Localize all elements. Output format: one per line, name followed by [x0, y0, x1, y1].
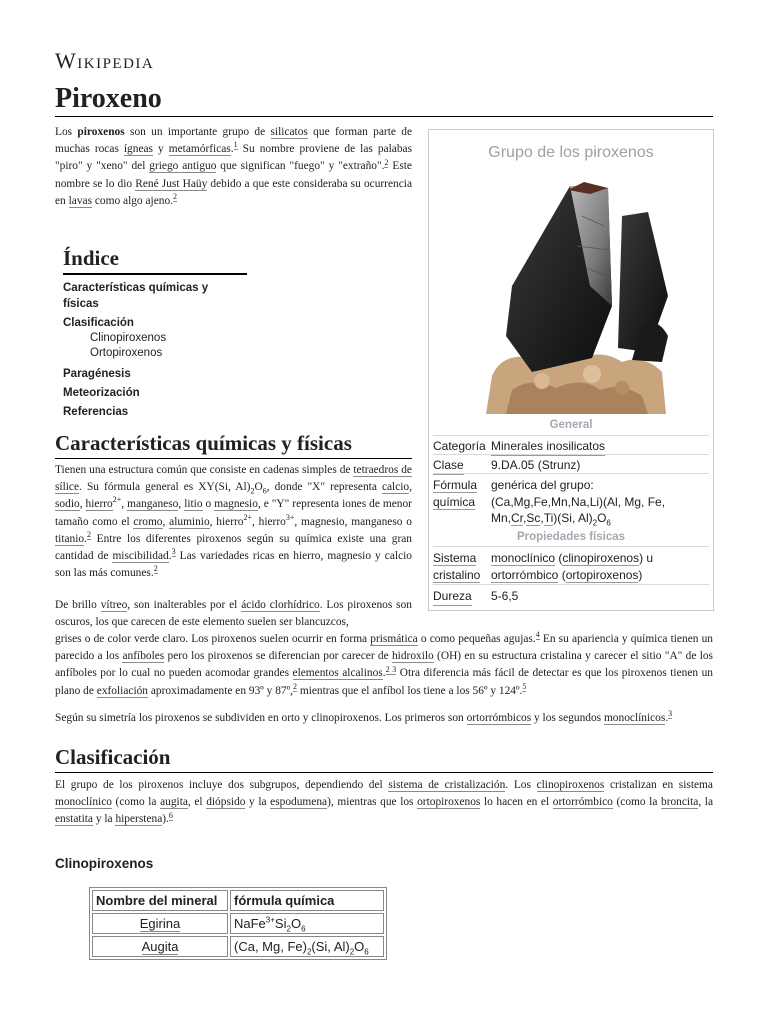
link-clinopiroxenos[interactable]: clinopiroxenos — [562, 551, 640, 565]
table-row — [92, 913, 384, 934]
ref-link[interactable]: 2 — [293, 681, 297, 691]
toc-subitem[interactable]: Clinopiroxenos — [90, 332, 167, 344]
link-monoclinico[interactable]: monoclínico — [491, 551, 556, 565]
link-silicatos[interactable]: silicatos — [270, 126, 308, 138]
link-ortopiroxenos[interactable]: ortopiroxenos — [565, 567, 639, 582]
ref-link[interactable]: 3 — [668, 709, 673, 719]
link-formula-quimica[interactable]: Fórmula — [433, 478, 478, 492]
section-heading-caracteristicas: Características químicas y físicas — [55, 430, 412, 459]
infobox-title: Grupo de los piroxenos — [488, 144, 654, 161]
table-header-cell: Nombre del mineral — [92, 890, 228, 911]
ref-link[interactable]: 2 — [153, 564, 158, 574]
section-paragraph-brillo-b: grises o de color verde claro. Los piroxenos suelen ocurrir en forma prismática o como pequeñas agujas.$^4$ En su apariencia y química tienen un parecido a los anfíboles pero los piroxenos se diferencian por carecer de hidroxilo (OH) en su estructura cristalina y carecer el sitio "A" de los anfíboles por lo cual no pueden acomodar grandes elementos alcalinos.$^{2 3}$ Otra diferencia más fácil de detectar es que los piroxenos tienen un plano de exfoliación aproximadamente en 93º y 87º,$^2$ mientras que el anfíbol los tiene a los 56º y 124º.$^5$ — [55, 630, 713, 697]
minerals-table — [89, 887, 387, 960]
ref-link[interactable]: 2 — [173, 192, 177, 202]
table-header-row — [92, 890, 384, 911]
table-cell: $NaFe^{3+}Si_2O_6$ — [230, 913, 384, 934]
link-griego-antiguo[interactable]: griego antiguo — [149, 160, 217, 173]
ref-link[interactable]: 3 — [171, 547, 176, 557]
infobox-row-categoria: Categoría Minerales inosilicatos — [433, 435, 709, 455]
toc-item[interactable]: Meteorización — [63, 387, 140, 399]
table-cell: Augita — [92, 936, 228, 957]
table-cell: Egirina — [92, 913, 228, 934]
section-paragraph-brillo-a: De brillo vítreo, son inalterables por el ácido clorhídrico. Los piroxenos son oscuros, los que carecen de este elemento suelen ser blancuzcos, — [55, 599, 413, 629]
ref-link[interactable]: 2 — [86, 530, 91, 540]
toc-subitem[interactable]: Ortopiroxenos — [90, 347, 163, 359]
section-paragraph: Tienen una estructura común que consiste en cadenas simples de tetraedros de sílice. Su fórmula general es XY(Si, $Al)_2O_6$, donde "X" representa calcio, sodio, hierro$^{2+}$, manganeso, litio o magnesio, e "Y" representa iones de menor tamaño como el cromo, aluminio, hierro$^{2+}$, hierro$^{3+}$, magnesio, manganeso o titanio.$^2$ Entre los diferentes piroxenos según su química existe una gran cantidad de miscibilidad.$^3$ Las variedades ricas en hierro, magnesio y calcio son las más comunes.$^2$ — [55, 464, 412, 580]
intro-paragraph: Los piroxenos son un importante grupo de silicatos que forman parte de muchas rocas ígneas y metamórficas.$^1$ Su nombre proviene de las palabas "piro" y "xeno" del griego antiguo que significan "fuego" y "extraño".$^2$ Este nombre se lo dio René Just Haüy debido a que este consideraba su ocurrencia en lavas como algo ajeno.$^2$ — [55, 126, 413, 207]
toc-item[interactable]: Referencias — [63, 406, 129, 418]
link-metamorficas[interactable]: metamórficas — [168, 143, 231, 156]
table-row — [92, 936, 384, 957]
table-cell: (Ca, Mg, $Fe)_2(Si$, $Al)_2O_6$ — [230, 936, 384, 957]
page-title: Piroxeno — [55, 84, 713, 117]
link-sistema-cristalino[interactable]: Sistema — [433, 551, 477, 565]
ref-link[interactable]: 2 3 — [385, 664, 397, 674]
toc-item[interactable]: Clasificación — [63, 317, 134, 329]
ref-link[interactable]: 4 — [535, 630, 540, 640]
ref-link[interactable]: 2 — [384, 157, 389, 167]
infobox — [428, 129, 714, 611]
link-rene-just-hauy[interactable]: René Just Haüy — [135, 177, 208, 190]
link-tetraedros[interactable]: tetraedros de sílice — [55, 464, 412, 494]
infobox-row-formula: Fórmula química genérica del grupo: (Ca,Mg,Fe,Mn,Na,Li)(Al, Mg, Fe, Mn,Cr,Sc,Ti)(Si, $Al)_2O_6$ — [433, 473, 709, 532]
link-minerales-inosilicatos[interactable]: Minerales inosilicatos — [491, 438, 605, 456]
ref-link[interactable]: 5 — [522, 681, 527, 691]
link-clase[interactable]: Clase — [433, 457, 464, 475]
infobox-row-dureza: Dureza 5-6,5 — [433, 584, 709, 605]
link-dureza[interactable]: Dureza — [433, 588, 472, 606]
ref-link[interactable]: 6 — [168, 810, 173, 820]
toc-item[interactable]: Paragénesis — [63, 368, 131, 380]
pyroxene-crystal-photo[interactable] — [472, 176, 672, 414]
infobox-section-physical: Propiedades físicas — [516, 531, 626, 543]
table-header-cell: fórmula química — [230, 890, 384, 911]
infobox-section-general: General — [549, 419, 593, 431]
link-ortorrombico[interactable]: ortorrómbico — [491, 567, 559, 582]
ref-link[interactable]: 1 — [233, 140, 238, 150]
section-paragraph-clasificacion: El grupo de los piroxenos incluye dos subgrupos, dependiendo del sistema de cristalización. Los clinopiroxenos cristalizan en sistema monoclínico (como la augita, el diópsido y la espodumena), mientras que los ortopiroxenos lo hacen en el ortorrómbico (como la broncita, la enstatita y la hiperstena).$^6$ — [55, 779, 713, 826]
toc-title: Índice — [63, 245, 247, 275]
wikipedia-wordmark[interactable]: Wikipedia — [55, 48, 155, 73]
table-of-contents — [63, 245, 247, 420]
link-igneas[interactable]: ígneas — [123, 143, 153, 156]
section-heading-clasificacion: Clasificación — [55, 744, 713, 773]
infobox-row-clase: Clase 9.DA.05 (Strunz) — [433, 454, 709, 474]
subsection-heading-clinopiroxenos: Clinopiroxenos — [55, 856, 154, 871]
section-paragraph-simetria: Según su simetría los piroxenos se subdividen en orto y clinopiroxenos. Los primeros son ortorrómbicos y los segundos monoclínicos.$^3$ — [55, 709, 673, 724]
toc-item[interactable]: Características químicas y físicas — [63, 282, 209, 310]
link-lavas[interactable]: lavas — [68, 194, 93, 207]
infobox-row-sistema: Sistema cristalino monoclínico (clinopiroxenos) u ortorrómbico (ortopiroxenos) — [433, 546, 709, 585]
